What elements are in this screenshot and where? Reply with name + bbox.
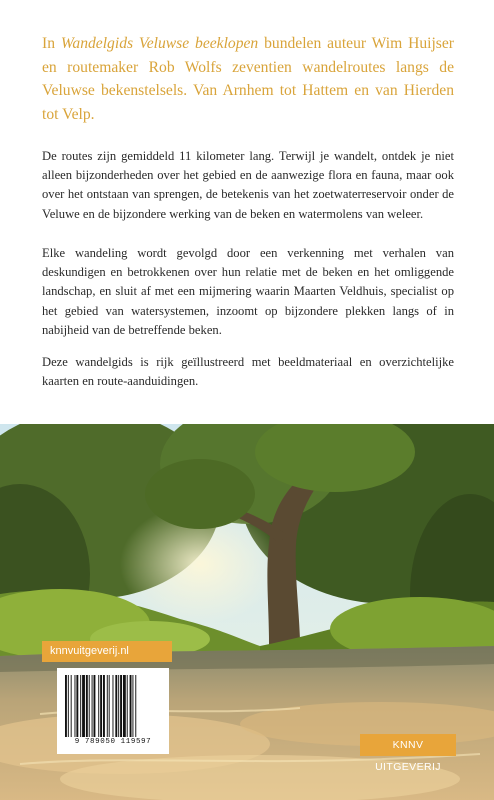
publisher-url-badge: knnvuitgeverij.nl <box>42 641 172 662</box>
isbn-barcode <box>57 668 169 754</box>
intro-paragraph: In Wandelgids Veluwse beeklopen bundelen auteur Wim Huijser en routemaker Rob Wolfs zeventien wandelroutes langs de Veluwse bekenstelsels. Van Arnhem tot Hattem en van Hierden tot Velp. <box>42 35 454 123</box>
description-paragraph-3: Deze wandelgids is rijk geïllustreerd met beeldmateriaal en overzichtelijke kaarten en route-aanduidingen. <box>42 355 454 389</box>
description-paragraph-1: De routes zijn gemiddeld 11 kilometer lang. Terwijl je wandelt, ontdek je niet alleen bijzonderheden over het gebied en de aanwezige flora en fauna, maar ook over het ontstaan van sprengen, de betekenis van het zoetwaterreservoir onder de Veluwe en de bijzondere werking van de beken en watermolens van weleer. <box>42 149 454 221</box>
description-paragraph-2: Elke wandeling wordt gevolgd door een verkenning met verhalen van deskundigen en betrokkenen over hun relatie met de beken en het omliggende landschap, en sluit af met een mijmering waarin Maarten Veldhuis, specialist op het gebied van watersystemen, inzoomt op bijzondere plekken langs of in nabijheid van de betreffende beken. <box>42 246 454 337</box>
book-title: Wandelgids Veluwse beeklopen <box>60 35 259 52</box>
publisher-badge: KNNV UITGEVERIJ <box>360 734 456 756</box>
barcode-bars <box>65 675 161 737</box>
isbn-number: 9 789050 119597 <box>74 738 152 746</box>
